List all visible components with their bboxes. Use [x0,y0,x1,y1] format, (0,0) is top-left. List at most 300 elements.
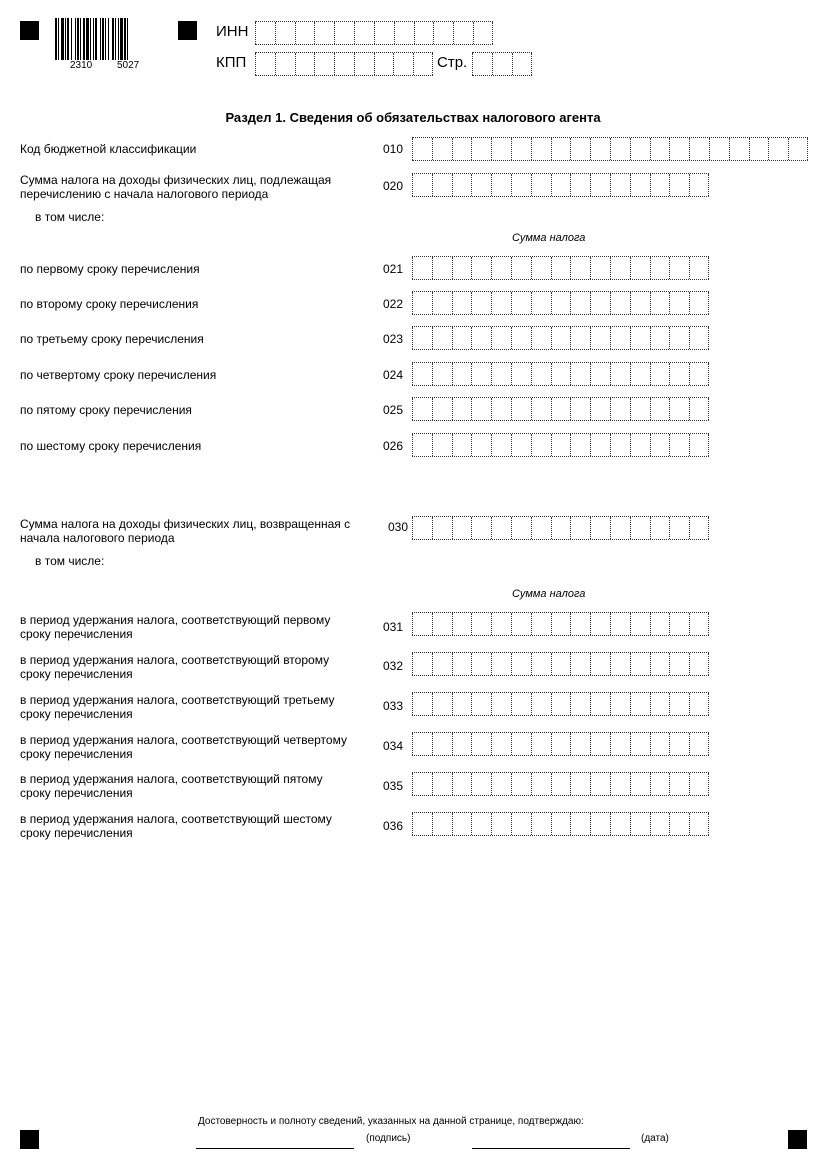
cell[interactable] [511,773,531,795]
cell[interactable] [689,292,709,314]
cell[interactable] [432,174,452,196]
row-010-field[interactable] [412,137,808,161]
cell[interactable] [610,138,630,160]
cell[interactable] [314,53,334,75]
row-033-field[interactable] [412,692,709,716]
row-031-field[interactable] [412,612,709,636]
cell[interactable] [551,292,571,314]
cell[interactable] [511,693,531,715]
cell[interactable] [669,693,689,715]
cell[interactable] [669,613,689,635]
cell[interactable] [610,773,630,795]
cell[interactable] [471,813,491,835]
cell[interactable] [689,813,709,835]
cell[interactable] [570,813,590,835]
cell[interactable] [590,613,610,635]
cell[interactable] [531,517,551,539]
cell[interactable] [511,398,531,420]
row-021-label: по первому сроку перечисления [20,262,200,276]
cell[interactable] [590,813,610,835]
cell[interactable] [650,613,670,635]
cell[interactable] [590,398,610,420]
cell[interactable] [729,138,749,160]
cell[interactable] [551,174,571,196]
cell[interactable] [414,22,434,44]
row-030-field[interactable] [412,516,709,540]
cell[interactable] [412,292,432,314]
cell[interactable] [531,813,551,835]
cell[interactable] [650,653,670,675]
cell[interactable] [471,174,491,196]
cell[interactable] [650,363,670,385]
cell[interactable] [689,174,709,196]
cell[interactable] [610,174,630,196]
cell[interactable] [570,517,590,539]
cell[interactable] [650,773,670,795]
cell[interactable] [412,653,432,675]
cell[interactable] [491,174,511,196]
cell[interactable] [630,398,650,420]
cell[interactable] [374,22,394,44]
cell[interactable] [491,653,511,675]
row-025-label: по пятому сроку перечисления [20,403,192,417]
cell[interactable] [471,613,491,635]
cell[interactable] [590,292,610,314]
cell[interactable] [650,292,670,314]
cell[interactable] [590,733,610,755]
cell[interactable] [491,292,511,314]
cell[interactable] [452,773,472,795]
cell[interactable] [471,363,491,385]
signature-line[interactable] [196,1148,354,1149]
cell[interactable] [295,22,315,44]
cell[interactable] [610,693,630,715]
cell[interactable] [471,653,491,675]
cell[interactable] [471,733,491,755]
cell[interactable] [669,434,689,456]
cell[interactable] [590,257,610,279]
cell[interactable] [511,363,531,385]
corner-marker-bottom-right [788,1130,807,1149]
cell[interactable] [570,257,590,279]
tax-sum-header-1: Сумма налога [512,232,586,244]
cell[interactable] [551,653,571,675]
cell[interactable] [630,434,650,456]
cell[interactable] [471,517,491,539]
date-line[interactable] [472,1148,630,1149]
row-024-code: 024 [383,368,404,382]
cell[interactable] [432,257,452,279]
cell[interactable] [709,138,729,160]
cell[interactable] [689,733,709,755]
cell[interactable] [551,517,571,539]
cell[interactable] [590,434,610,456]
row-035-field[interactable] [412,772,709,796]
row-032-code: 032 [383,659,404,673]
cell[interactable] [570,363,590,385]
row-021-code: 021 [383,262,404,276]
cell[interactable] [452,174,472,196]
cell[interactable] [610,398,630,420]
inn-field[interactable] [255,21,493,45]
cell[interactable] [432,434,452,456]
cell[interactable] [551,813,571,835]
row-023-code: 023 [383,332,404,346]
cell[interactable] [255,53,275,75]
cell[interactable] [471,773,491,795]
cell[interactable] [452,292,472,314]
cell[interactable] [275,22,295,44]
cell[interactable] [511,138,531,160]
cell[interactable] [491,327,511,349]
cell[interactable] [570,398,590,420]
row-036-code: 036 [383,819,404,833]
cell[interactable] [590,174,610,196]
cell[interactable] [689,327,709,349]
cell[interactable] [472,53,492,75]
row-032-field[interactable] [412,652,709,676]
cell[interactable] [412,257,432,279]
cell[interactable] [491,813,511,835]
row-022-field[interactable] [412,291,709,315]
cell[interactable] [590,327,610,349]
cell[interactable] [491,257,511,279]
cell[interactable] [471,693,491,715]
cell[interactable] [531,292,551,314]
cell[interactable] [452,693,472,715]
cell[interactable] [531,773,551,795]
tax-sum-header-2: Сумма налога [512,588,586,600]
cell[interactable] [669,398,689,420]
row-033-code: 033 [383,699,404,713]
cell[interactable] [590,363,610,385]
cell[interactable] [412,693,432,715]
cell[interactable] [630,653,650,675]
cell[interactable] [491,517,511,539]
cell[interactable] [630,693,650,715]
cell[interactable] [768,138,788,160]
cell[interactable] [432,292,452,314]
cell[interactable] [432,398,452,420]
cell[interactable] [531,693,551,715]
corner-marker-top-left [20,21,39,40]
cell[interactable] [432,693,452,715]
cell[interactable] [452,138,472,160]
row-030-code: 030 [388,520,409,534]
cell[interactable] [650,733,670,755]
cell[interactable] [491,398,511,420]
cell[interactable] [412,773,432,795]
cell[interactable] [491,613,511,635]
cell[interactable] [669,733,689,755]
row-020-field[interactable] [412,173,709,197]
cell[interactable] [531,363,551,385]
cell[interactable] [689,398,709,420]
cell[interactable] [432,613,452,635]
cell[interactable] [453,22,473,44]
cell[interactable] [432,813,452,835]
cell[interactable] [669,773,689,795]
cell[interactable] [669,653,689,675]
page-number-field[interactable] [472,52,532,76]
cell[interactable] [570,733,590,755]
cell[interactable] [590,693,610,715]
cell[interactable] [650,174,670,196]
cell[interactable] [492,53,512,75]
cell[interactable] [630,733,650,755]
cell[interactable] [689,138,709,160]
cell[interactable] [551,773,571,795]
cell[interactable] [689,653,709,675]
cell[interactable] [295,53,315,75]
cell[interactable] [610,653,630,675]
cell[interactable] [452,434,472,456]
cell[interactable] [452,733,472,755]
cell[interactable] [412,363,432,385]
cell[interactable] [432,363,452,385]
cell[interactable] [650,693,670,715]
cell[interactable] [669,257,689,279]
inn-label: ИНН [216,23,249,40]
row-024-label: по четвертому сроку перечисления [20,368,217,382]
cell[interactable] [412,398,432,420]
cell[interactable] [491,693,511,715]
cell[interactable] [650,327,670,349]
row-035-label-line2: сроку перечисления [20,786,133,800]
barcode-number-right: 5027 [117,60,140,71]
cell[interactable] [650,434,670,456]
cell[interactable] [650,813,670,835]
cell[interactable] [650,517,670,539]
cell[interactable] [669,517,689,539]
cell[interactable] [452,257,472,279]
cell[interactable] [630,257,650,279]
corner-marker-bottom-left [20,1130,39,1149]
cell[interactable] [255,22,275,44]
cell[interactable] [452,613,472,635]
cell[interactable] [630,363,650,385]
cell[interactable] [432,327,452,349]
cell[interactable] [551,733,571,755]
cell[interactable] [689,363,709,385]
cell[interactable] [412,517,432,539]
cell[interactable] [551,363,571,385]
cell[interactable] [473,22,493,44]
cell[interactable] [314,22,334,44]
cell[interactable] [551,613,571,635]
cell[interactable] [610,434,630,456]
row-025-field[interactable] [412,397,709,421]
cell[interactable] [669,813,689,835]
cell[interactable] [570,434,590,456]
cell[interactable] [689,693,709,715]
including-label-2: в том числе: [35,554,105,568]
cell[interactable] [471,327,491,349]
cell[interactable] [511,257,531,279]
cell[interactable] [452,363,472,385]
cell[interactable] [531,434,551,456]
cell[interactable] [610,517,630,539]
cell[interactable] [610,363,630,385]
cell[interactable] [511,733,531,755]
cell[interactable] [412,327,432,349]
cell[interactable] [531,733,551,755]
cell[interactable] [749,138,769,160]
cell[interactable] [412,434,432,456]
cell[interactable] [630,773,650,795]
cell[interactable] [412,813,432,835]
cell[interactable] [689,517,709,539]
cell[interactable] [511,327,531,349]
cell[interactable] [590,773,610,795]
kpp-label: КПП [216,54,247,71]
row-036-field[interactable] [412,812,709,836]
cell[interactable] [788,138,808,160]
cell[interactable] [590,653,610,675]
cell[interactable] [630,138,650,160]
cell[interactable] [570,138,590,160]
cell[interactable] [551,398,571,420]
cell[interactable] [689,434,709,456]
cell[interactable] [432,733,452,755]
cell[interactable] [669,174,689,196]
cell[interactable] [452,813,472,835]
cell[interactable] [511,613,531,635]
row-025-code: 025 [383,403,404,417]
cell[interactable] [689,257,709,279]
cell[interactable] [511,174,531,196]
cell[interactable] [491,363,511,385]
cell[interactable] [551,693,571,715]
cell[interactable] [471,398,491,420]
cell[interactable] [570,174,590,196]
cell[interactable] [511,517,531,539]
cell[interactable] [471,138,491,160]
cell[interactable] [491,138,511,160]
cell[interactable] [570,327,590,349]
cell[interactable] [531,174,551,196]
corner-marker-top-center [178,21,197,40]
cell[interactable] [511,653,531,675]
row-023-field[interactable] [412,326,709,350]
cell[interactable] [511,292,531,314]
row-024-field[interactable] [412,362,709,386]
cell[interactable] [511,813,531,835]
cell[interactable] [689,773,709,795]
cell[interactable] [610,613,630,635]
cell[interactable] [551,434,571,456]
cell[interactable] [630,292,650,314]
cell[interactable] [610,292,630,314]
cell[interactable] [354,22,374,44]
cell[interactable] [630,327,650,349]
cell[interactable] [610,813,630,835]
cell[interactable] [452,517,472,539]
cell[interactable] [669,363,689,385]
page-label: Стр. [437,54,468,71]
cell[interactable] [491,773,511,795]
cell[interactable] [432,517,452,539]
cell[interactable] [570,613,590,635]
cell[interactable] [412,613,432,635]
cell[interactable] [630,517,650,539]
cell[interactable] [610,733,630,755]
cell[interactable] [570,292,590,314]
cell[interactable] [412,733,432,755]
cell[interactable] [471,292,491,314]
cell[interactable] [650,257,670,279]
cell[interactable] [551,327,571,349]
cell[interactable] [452,398,472,420]
cell[interactable] [531,398,551,420]
cell[interactable] [531,138,551,160]
cell[interactable] [334,22,354,44]
cell[interactable] [650,138,670,160]
cell[interactable] [669,138,689,160]
cell[interactable] [630,174,650,196]
cell[interactable] [669,327,689,349]
cell[interactable] [531,613,551,635]
cell[interactable] [512,53,532,75]
cell[interactable] [393,53,413,75]
cell[interactable] [531,653,551,675]
cell[interactable] [689,613,709,635]
row-034-field[interactable] [412,732,709,756]
cell[interactable] [275,53,295,75]
row-021-field[interactable] [412,256,709,280]
row-026-field[interactable] [412,433,709,457]
cell[interactable] [650,398,670,420]
cell[interactable] [570,773,590,795]
cell[interactable] [412,174,432,196]
row-030-label-line2: начала налогового периода [20,531,175,545]
cell[interactable] [412,138,432,160]
cell[interactable] [610,257,630,279]
cell[interactable] [452,327,472,349]
cell[interactable] [570,693,590,715]
cell[interactable] [531,257,551,279]
cell[interactable] [570,653,590,675]
cell[interactable] [590,517,610,539]
cell[interactable] [590,138,610,160]
cell[interactable] [531,327,551,349]
cell[interactable] [334,53,354,75]
cell[interactable] [432,138,452,160]
cell[interactable] [374,53,394,75]
cell[interactable] [452,653,472,675]
row-033-label-line2: сроку перечисления [20,707,133,721]
cell[interactable] [354,53,374,75]
cell[interactable] [630,813,650,835]
cell[interactable] [669,292,689,314]
cell[interactable] [433,22,453,44]
cell[interactable] [551,257,571,279]
kpp-field[interactable] [255,52,433,76]
cell[interactable] [551,138,571,160]
cell[interactable] [511,434,531,456]
cell[interactable] [471,257,491,279]
cell[interactable] [432,653,452,675]
cell[interactable] [630,613,650,635]
cell[interactable] [491,434,511,456]
cell[interactable] [413,53,433,75]
row-036-label-line2: сроку перечисления [20,826,133,840]
cell[interactable] [471,434,491,456]
cell[interactable] [610,327,630,349]
cell[interactable] [432,773,452,795]
cell[interactable] [394,22,414,44]
cell[interactable] [491,733,511,755]
